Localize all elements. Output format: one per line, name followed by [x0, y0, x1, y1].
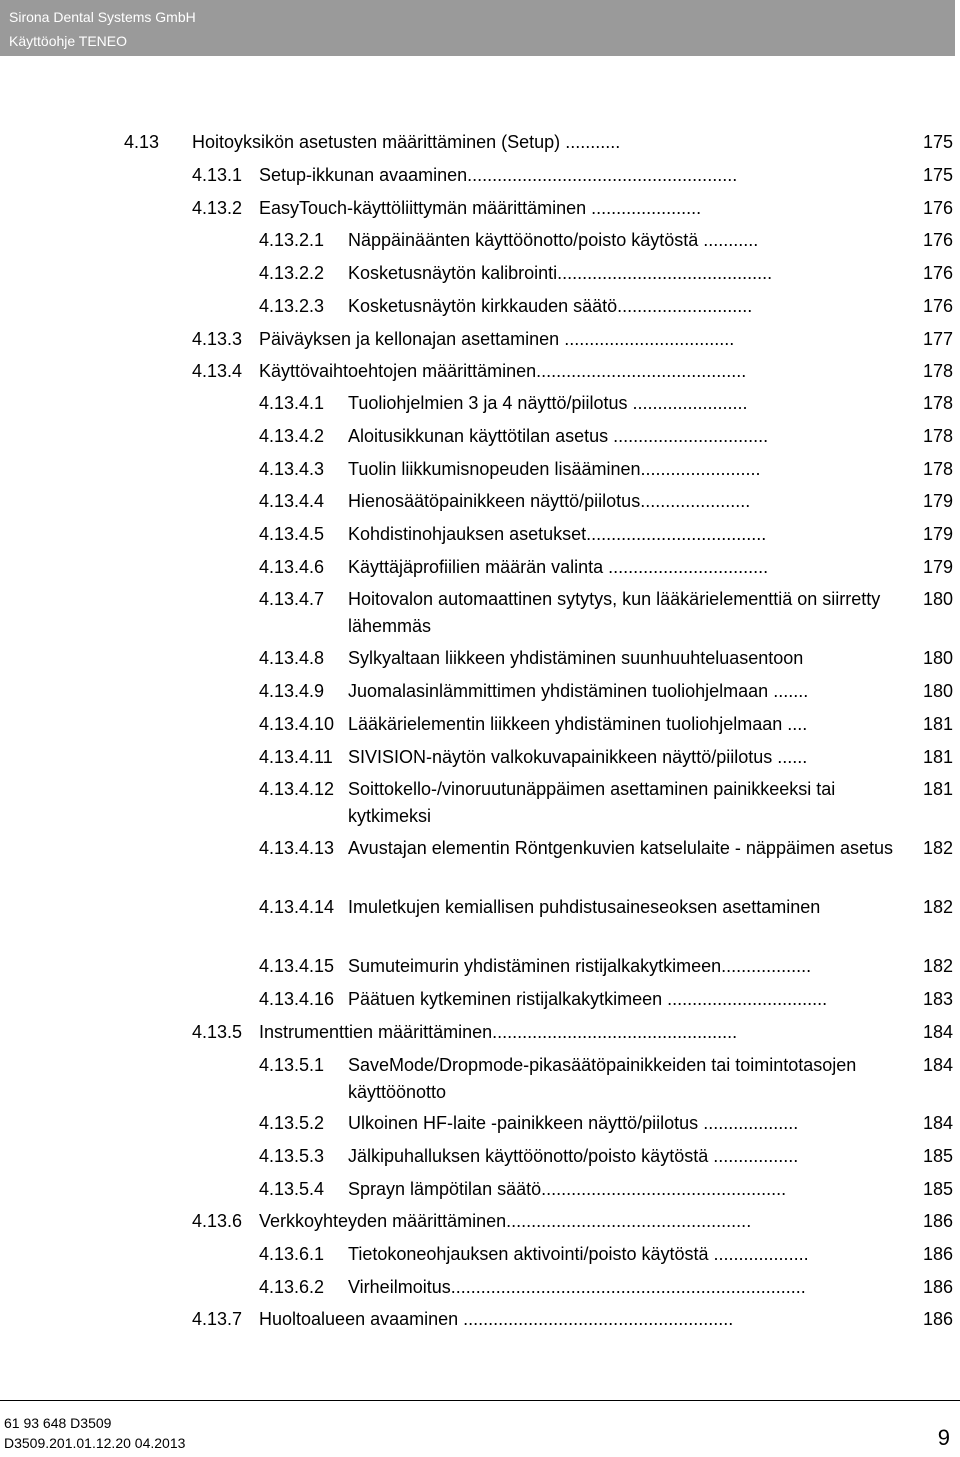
toc-entry-title-text: Lääkärielementin liikkeen yhdistäminen tuoliohjelmaan [348, 714, 783, 734]
toc-entry-title [348, 678, 898, 705]
toc-entry-page: 185 [923, 1179, 954, 1199]
toc-entry-title [348, 456, 898, 483]
toc-entry-page: 178 [923, 393, 954, 413]
toc-entry-number: 4.13.5 [192, 1022, 243, 1042]
toc-entry-title-text: Setup-ikkunan avaaminen [259, 165, 468, 185]
toc-entry-number: 4.13.4.3 [259, 459, 325, 479]
toc-dot-leader: .......................................... [536, 361, 747, 381]
toc-entry-title [348, 1052, 898, 1106]
toc-entry-page: 175 [923, 132, 954, 152]
toc-dot-leader: .................................. [559, 329, 735, 349]
footer-divider [0, 1400, 960, 1401]
toc-dot-leader: ................................................. [506, 1211, 752, 1231]
toc-dot-leader: ................................ [603, 557, 769, 577]
toc-entry-title [259, 326, 898, 353]
toc-entry-page: 181 [923, 747, 954, 767]
toc-entry-page: 181 [923, 779, 954, 799]
toc-entry-page: 186 [923, 1211, 954, 1231]
toc-entry-number: 4.13.2.1 [259, 230, 325, 250]
toc-entry-title-text: Huoltoalueen avaaminen [259, 1309, 459, 1329]
toc-entry-title-text: Kosketusnäytön kirkkauden säätö [348, 296, 618, 316]
toc-entry-title-text: Hoitovalon automaattinen sytytys, kun lääkärielementtiä on siirretty lähemmäs [348, 589, 881, 636]
toc-entry-page: 182 [923, 897, 954, 917]
toc-entry-page: 186 [923, 1244, 954, 1264]
toc-entry-title-text: Käyttäjäprofiilien määrän valinta [348, 557, 604, 577]
toc-entry-title-text: Käyttövaihtoehtojen määrittäminen [259, 361, 537, 381]
toc-entry-number: 4.13.4.2 [259, 426, 325, 446]
toc-entry-title [348, 586, 898, 640]
toc-entry-title [348, 953, 898, 980]
toc-entry-number: 4.13.5.1 [259, 1055, 325, 1075]
toc-entry-number: 4.13.4.11 [259, 747, 333, 767]
toc-entry-number: 4.13.2 [192, 198, 243, 218]
toc-dot-leader: ............................... [608, 426, 769, 446]
document-number: 61 93 648 D3509 [4, 1415, 112, 1431]
toc-entry-number: 4.13.4.5 [259, 524, 325, 544]
toc-entry-page: 185 [923, 1146, 954, 1166]
toc-dot-leader: ................... [698, 1113, 799, 1133]
toc-entry-title [259, 358, 898, 385]
toc-entry-title-text: Hienosäätöpainikkeen näyttö/piilotus [348, 491, 641, 511]
toc-entry-title-text: SaveMode/Dropmode-pikasäätöpainikkeiden tai toimintotasojen käyttöönotto [348, 1055, 857, 1102]
toc-entry-title [192, 129, 898, 156]
toc-entry-title-text: Hoitoyksikön asetusten määrittäminen (Setup) [192, 132, 561, 152]
toc-entry-number: 4.13.4.15 [259, 956, 335, 976]
toc-entry-number: 4.13.4.6 [259, 557, 325, 577]
toc-entry-title-text: Tuolin liikkumisnopeuden lisääminen [348, 459, 641, 479]
toc-entry-page: 175 [923, 165, 954, 185]
toc-dot-leader: ....................... [627, 393, 748, 413]
toc-entry-page: 176 [923, 230, 954, 250]
toc-entry-title-text: Imuletkujen kemiallisen puhdistusaineseoksen asettaminen [348, 897, 821, 917]
toc-dot-leader: .................. [721, 956, 812, 976]
toc-entry-number: 4.13.4.16 [259, 989, 335, 1009]
toc-entry-number: 4.13.6 [192, 1211, 243, 1231]
toc-entry-title [348, 835, 898, 862]
toc-entry-title-text: EasyTouch-käyttöliittymän määrittäminen [259, 198, 587, 218]
toc-entry-number: 4.13.4.8 [259, 648, 325, 668]
document-version: D3509.201.01.12.20 04.2013 [4, 1435, 186, 1451]
toc-entry-title-text: Verkkoyhteyden määrittäminen [259, 1211, 507, 1231]
toc-dot-leader: ...................... [586, 198, 702, 218]
manual-title: Käyttöohje TENEO [9, 33, 128, 49]
toc-entry-number: 4.13.2.2 [259, 263, 325, 283]
toc-entry-title [348, 1241, 898, 1268]
toc-entry-number: 4.13.4.10 [259, 714, 335, 734]
toc-dot-leader: ........................... [617, 296, 753, 316]
toc-entry-title-text: Aloitusikkunan käyttötilan asetus [348, 426, 609, 446]
toc-entry-page: 182 [923, 956, 954, 976]
toc-entry-page: 180 [923, 681, 954, 701]
company-name: Sirona Dental Systems GmbH [9, 9, 196, 25]
toc-dot-leader: ................. [708, 1146, 799, 1166]
toc-entry-page: 181 [923, 714, 954, 734]
toc-entry-title [348, 1176, 898, 1203]
toc-entry-title [259, 195, 898, 222]
toc-entry-page: 183 [923, 989, 954, 1009]
toc-entry-number: 4.13.6.2 [259, 1277, 325, 1297]
toc-entry-number: 4.13.4.14 [259, 897, 335, 917]
toc-entry-page: 177 [923, 329, 954, 349]
toc-dot-leader: .... [782, 714, 808, 734]
toc-entry-title [259, 1019, 898, 1046]
toc-entry-page: 180 [923, 589, 954, 609]
toc-entry-number: 4.13.1 [192, 165, 243, 185]
toc-entry-page: 179 [923, 557, 954, 577]
toc-dot-leader: ........... [698, 230, 759, 250]
toc-entry-title-text: Päiväyksen ja kellonajan asettaminen [259, 329, 560, 349]
toc-entry-page: 176 [923, 296, 954, 316]
toc-dot-leader: ...................................................... [458, 1309, 734, 1329]
toc-entry-title [348, 521, 898, 548]
toc-entry-title-text: Virheilmoitus [348, 1277, 451, 1297]
toc-entry-page: 182 [923, 838, 954, 858]
toc-entry-number: 4.13.4.1 [259, 393, 325, 413]
toc-entry-number: 4.13.4.9 [259, 681, 325, 701]
toc-entry-title-text: Sylkyaltaan liikkeen yhdistäminen suunhuuhteluasentoon [348, 648, 804, 668]
toc-entry-number: 4.13.5.2 [259, 1113, 325, 1133]
toc-entry-title-text: Kosketusnäytön kalibrointi [348, 263, 558, 283]
toc-entry-page: 186 [923, 1277, 954, 1297]
toc-dot-leader: ...................................................... [467, 165, 738, 185]
toc-entry-page: 180 [923, 648, 954, 668]
page-header [0, 0, 955, 56]
toc-entry-title [348, 645, 898, 672]
toc-entry-title [259, 1306, 898, 1333]
toc-dot-leader: ....... [768, 681, 809, 701]
toc-entry-number: 4.13.4 [192, 361, 243, 381]
toc-dot-leader: ...................... [640, 491, 751, 511]
toc-entry-number: 4.13.4.13 [259, 838, 335, 858]
toc-entry-title-text: Tuoliohjelmien 3 ja 4 näyttö/piilotus [348, 393, 628, 413]
toc-entry-page: 186 [923, 1309, 954, 1329]
toc-entry-title [348, 894, 898, 921]
toc-dot-leader: ................................................. [541, 1179, 787, 1199]
toc-entry-title-text: Tietokoneohjauksen aktivointi/poisto käytöstä [348, 1244, 709, 1264]
toc-entry-title [348, 711, 898, 738]
toc-entry-number: 4.13.3 [192, 329, 243, 349]
toc-entry-title-text: Kohdistinohjauksen asetukset [348, 524, 587, 544]
toc-entry-title [348, 260, 898, 287]
toc-entry-title [348, 390, 898, 417]
toc-entry-title [348, 1110, 898, 1137]
toc-entry-title-text: SIVISION-näytön valkokuvapainikkeen näyttö/piilotus [348, 747, 773, 767]
toc-entry-title [348, 488, 898, 515]
toc-entry-page: 179 [923, 491, 954, 511]
toc-entry-title-text: Sprayn lämpötilan säätö [348, 1179, 542, 1199]
toc-entry-title-text: Instrumenttien määrittäminen [259, 1022, 493, 1042]
toc-entry-page: 184 [923, 1113, 954, 1133]
toc-entry-page: 184 [923, 1055, 954, 1075]
toc-dot-leader: ................... [708, 1244, 809, 1264]
toc-entry-title [348, 227, 898, 254]
toc-entry-page: 184 [923, 1022, 954, 1042]
toc-entry-number: 4.13.4.7 [259, 589, 325, 609]
toc-entry-title [348, 1143, 898, 1170]
toc-entry-page: 179 [923, 524, 954, 544]
toc-entry-page: 176 [923, 263, 954, 283]
toc-entry-number: 4.13 [124, 132, 160, 152]
toc-entry-title [348, 423, 898, 450]
toc-dot-leader: ....................................................................... [450, 1277, 806, 1297]
toc-entry-title-text: Juomalasinlämmittimen yhdistäminen tuoliohjelmaan [348, 681, 769, 701]
toc-entry-title-text: Sumuteimurin yhdistäminen ristijalkakytkimeen [348, 956, 722, 976]
toc-entry-number: 4.13.5.4 [259, 1179, 325, 1199]
page-number: 9 [937, 1425, 950, 1450]
toc-entry-page: 178 [923, 426, 954, 446]
toc-entry-title [348, 1274, 898, 1301]
toc-entry-title [348, 293, 898, 320]
toc-dot-leader: ...... [772, 747, 808, 767]
toc-entry-number: 4.13.7 [192, 1309, 243, 1329]
toc-entry-number: 4.13.4.12 [259, 779, 335, 799]
toc-entry-page: 178 [923, 459, 954, 479]
toc-entry-page: 178 [923, 361, 954, 381]
toc-entry-number: 4.13.4.4 [259, 491, 325, 511]
toc-dot-leader: ................................ [662, 989, 828, 1009]
toc-entry-title [348, 744, 898, 771]
toc-entry-title [259, 162, 898, 189]
toc-entry-title-text: Jälkipuhalluksen käyttöönotto/poisto käytöstä [348, 1146, 709, 1166]
toc-entry-number: 4.13.2.3 [259, 296, 325, 316]
toc-entry-title-text: Avustajan elementin Röntgenkuvien katselulaite - näppäimen asetus [348, 838, 894, 858]
toc-entry-title-text: Soittokello-/vinoruutunäppäimen asettaminen painikkeeksi tai kytkimeksi [348, 779, 836, 826]
toc-entry-number: 4.13.6.1 [259, 1244, 325, 1264]
toc-entry-title [259, 1208, 898, 1235]
toc-dot-leader: ........................ [640, 459, 761, 479]
toc-entry-title-text: Ulkoinen HF-laite -painikkeen näyttö/piilotus [348, 1113, 699, 1133]
toc-dot-leader: ........... [560, 132, 621, 152]
toc-entry-title [348, 554, 898, 581]
toc-entry-title-text: Päätuen kytkeminen ristijalkakytkimeen [348, 989, 663, 1009]
toc-entry-title-text: Näppäinäänten käyttöönotto/poisto käytöstä [348, 230, 699, 250]
toc-dot-leader: ................................................. [492, 1022, 738, 1042]
toc-dot-leader: .................................... [586, 524, 767, 544]
toc-entry-title [348, 986, 898, 1013]
toc-entry-title [348, 776, 898, 830]
toc-entry-page: 176 [923, 198, 954, 218]
toc-dot-leader: ........................................... [557, 263, 773, 283]
toc-entry-number: 4.13.5.3 [259, 1146, 325, 1166]
